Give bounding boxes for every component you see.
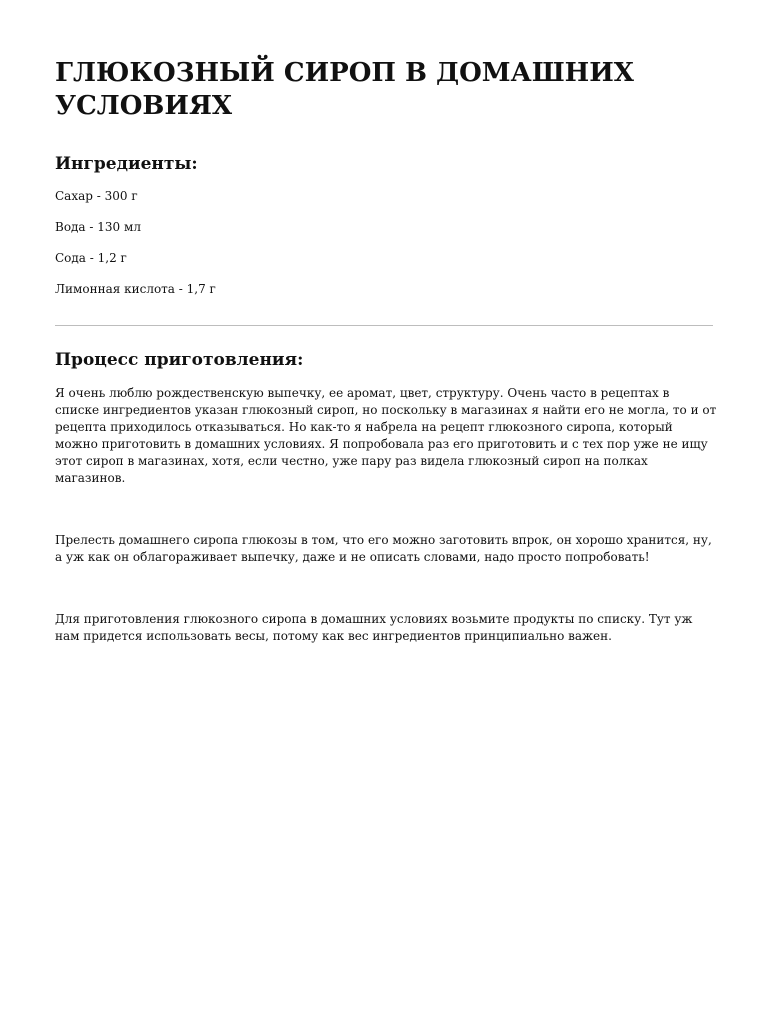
paragraph-intro: Я очень люблю рождественскую выпечку, ее аромат, цвет, структуру. Очень часто в рецептах в списке ингредиентов указан глюкозный сироп, но поскольку в магазинах я найти его не могла, то и от рецепта приходилось отказываться. Но как-то я набрела на рецепт глюкозного сиропа, который можно приготовить в домашних условиях. Я попробовала раз его приготовить и с тех пор уже не ищу этот сироп в магазинах, хотя, если честно, уже пару раз видела глюкозный сироп на полках магазинов.	[55, 386, 717, 485]
ingredient-water: Вода - 130 мл	[55, 220, 141, 234]
ingredient-soda: Сода - 1,2 г	[55, 251, 127, 265]
ingredient-sugar: Сахар - 300 г	[55, 189, 138, 203]
paragraph-instructions: Для приготовления глюкозного сиропа в домашних условиях возьмите продукты по списку. Тут уж нам придется использовать весы, потому как вес ингредиентов принципиально важен.	[55, 612, 693, 643]
ingredient-citric-acid: Лимонная кислота - 1,7 г	[55, 282, 216, 296]
document-content	[55, 57, 717, 690]
section-divider	[55, 325, 713, 326]
recipe-title: ГЛЮКОЗНЫЙ СИРОП В ДОМАШНИХ УСЛОВИЯХ	[55, 58, 634, 121]
process-heading: Процесс приготовления:	[55, 350, 304, 370]
ingredients-heading: Ингредиенты:	[55, 154, 198, 174]
ingredient-list	[55, 188, 717, 298]
process-text	[55, 385, 717, 645]
paragraph-benefits: Прелесть домашнего сиропа глюкозы в том, что его можно заготовить впрок, он хорошо хранится, ну, а уж как он облагораживает выпечку, даже и не описать словами, надо просто попробовать!	[55, 533, 712, 564]
